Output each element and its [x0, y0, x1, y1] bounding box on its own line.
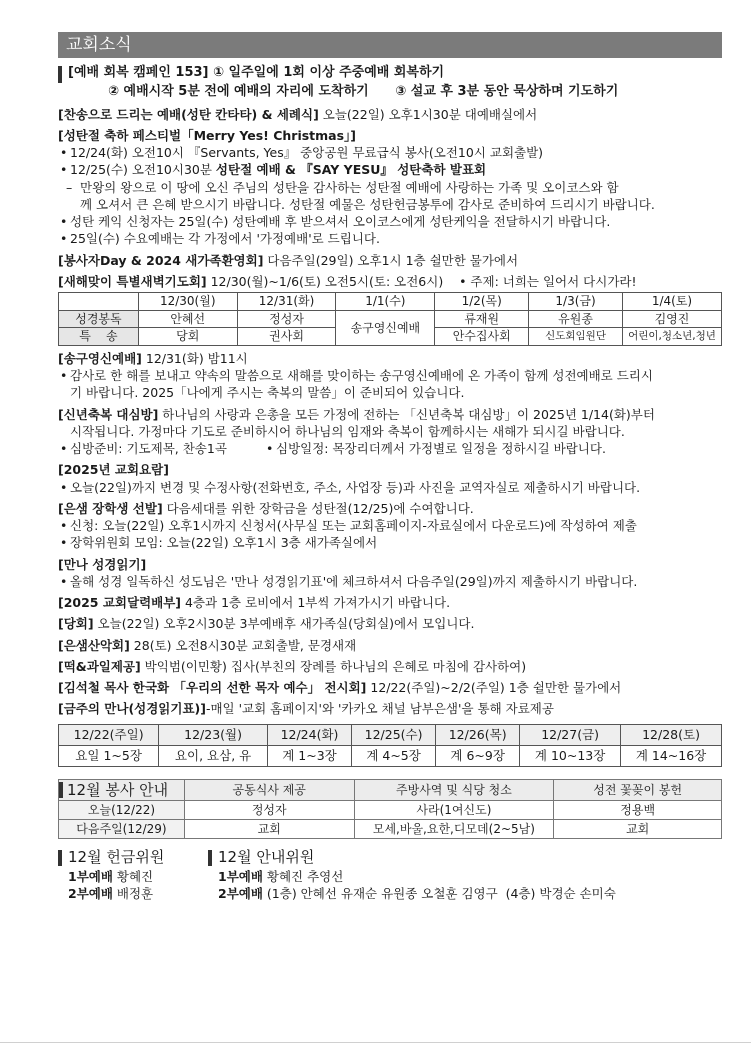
usher-row-1	[208, 868, 616, 885]
prayer-special: 권사회	[237, 328, 336, 346]
reading-passage: 계 4~5장	[352, 745, 436, 766]
session-notice	[58, 615, 722, 632]
service-cell: 모세,바울,요한,디모데(2~5남)	[354, 820, 554, 839]
blessing-bullet-1: • 심방준비: 기도제목, 찬송1곡	[58, 440, 264, 457]
blessing-bullet-2: • 심방일정: 목장리더께서 가정별로 일정을 정하시길 바랍니다.	[264, 440, 606, 457]
service-cell: 교회	[184, 820, 354, 839]
usher-names: (1층) 안혜선 유재순 유원종 오철훈 김영구 (4층) 박경순 손미숙	[262, 886, 616, 902]
campaign-line-2	[68, 83, 722, 102]
weekly-manna	[58, 700, 722, 717]
prayer-special: 안수집사회	[435, 328, 529, 346]
directory-title: [2025년 교회요람]	[58, 462, 169, 478]
exhibit-title: [김석철 목사 한국화 「우리의 선한 목자 예수」 전시회]	[58, 680, 367, 696]
service-title: 12월 봉사 안내	[59, 779, 185, 801]
service-section	[58, 779, 722, 840]
service-header-row	[59, 779, 722, 801]
reading-day: 12/22(주일)	[59, 724, 159, 745]
prayer-special: 어린이,청소년,청년	[622, 328, 721, 346]
prayer-special: 당회	[138, 328, 237, 346]
offering-row-2	[58, 885, 208, 902]
festival-dash-1: – 만왕의 왕으로 이 땅에 오신 주님의 성탄을 감사하는 성탄절 예배에 사랑하는 가족 및 오이코스와 함	[58, 179, 722, 196]
volunteer-text: 다음주일(29일) 오후1시 1층 쉴만한 물가에서	[263, 252, 519, 268]
campaign-item-3: ③ 설교 후 3분 동안 묵상하며 기도하기	[395, 83, 619, 99]
prayer-day: 1/2(목)	[435, 293, 529, 311]
weekly-manna-text: -매일 '교회 홈페이지'와 '카카오 채널 남부은샘'을 통해 자료제공	[205, 701, 554, 717]
reading-day: 12/23(월)	[159, 724, 268, 745]
directory-bullet: • 오늘(22일)까지 변경 및 수정사항(전화번호, 주소, 사업장 등)과 사진을 교역자실로 제출하시기 바랍니다.	[58, 479, 722, 496]
prayer-reader: 유원종	[529, 310, 623, 328]
reading-day: 12/26(목)	[436, 724, 520, 745]
prayer-reader: 정성자	[237, 310, 336, 328]
volunteer-day	[58, 252, 722, 269]
offering-name: 배정훈	[112, 886, 154, 902]
reading-passage: 계 1~3장	[267, 745, 351, 766]
volunteer-title: [봉사자Day & 2024 새가족환영회]	[58, 252, 264, 268]
usher-row-2	[208, 885, 616, 902]
yearend-text: 12/31(화) 밤11시	[141, 350, 248, 366]
calendar-title: [2025 교회달력배부]	[58, 595, 182, 611]
festival-bullet-4: • 25일(수) 수요예배는 각 가정에서 '가정예배'로 드립니다.	[58, 230, 722, 247]
prayer-row-label: 특 송	[59, 328, 139, 346]
offering-row-1	[58, 868, 208, 885]
usher-names: 황혜진 추영선	[262, 868, 344, 884]
service-row	[59, 801, 722, 820]
yearend-bullet-1-cont: 기 바랍니다. 2025「나에게 주시는 축복의 말씀」이 준비되어 있습니다.	[70, 385, 465, 401]
reading-day: 12/27(금)	[520, 724, 621, 745]
hiking-text: 28(토) 오전8시30분 교회출발, 문경새재	[129, 637, 357, 653]
ricecake-notice	[58, 658, 722, 675]
offering-committee	[58, 847, 208, 902]
header-title: 교회소식	[66, 35, 132, 55]
festival-b2-time: 12/25(수) 오전10시30분	[70, 162, 216, 178]
prayer-reader: 류재원	[435, 310, 529, 328]
church-news-page	[58, 32, 722, 902]
prayer-title: [새해맞이 특별새벽기도회]	[58, 273, 207, 289]
scholarship-title: [은샘 장학생 선발]	[58, 500, 163, 516]
festival-bullet-3: • 성탄 케익 신청자는 25일(수) 성탄예배 후 받으셔서 오이코스에게 성탄케익을 전달하시기 바랍니다.	[58, 213, 722, 230]
hiking-notice	[58, 637, 722, 654]
reading-passage: 요일 1~5장	[59, 745, 159, 766]
service-col: 주방사역 및 식당 청소	[354, 779, 554, 801]
festival-bullet-2	[58, 161, 722, 178]
prayer-reader: 안혜선	[138, 310, 237, 328]
prayer-days-row	[59, 293, 722, 311]
reading-days-row	[59, 724, 722, 745]
page-bottom-rule	[0, 1042, 751, 1043]
service-date: 다음주일(12/29)	[59, 820, 185, 839]
service-cell: 정성자	[184, 801, 354, 820]
reading-day: 12/28(토)	[621, 724, 722, 745]
usher-committee	[208, 847, 616, 902]
reading-passage: 계 10~13장	[520, 745, 621, 766]
reading-table	[58, 724, 722, 767]
exhibit-notice	[58, 679, 722, 696]
worship-campaign	[58, 64, 722, 102]
reading-day: 12/25(수)	[352, 724, 436, 745]
reading-passages-row	[59, 745, 722, 766]
session-title: [당회]	[58, 616, 94, 632]
reading-passage: 계 14~16장	[621, 745, 722, 766]
section-header	[58, 32, 722, 58]
offering-label: 1부예배	[68, 868, 113, 884]
ricecake-text: 박익범(이민황) 집사(부친의 장례를 하나님의 은혜로 마침에 감사하여)	[140, 658, 527, 674]
christmas-festival	[58, 127, 722, 248]
prayer-day: 1/1(수)	[336, 293, 435, 311]
usher-label: 2부예배	[218, 886, 263, 902]
prayer-day: 12/30(월)	[138, 293, 237, 311]
campaign-line-1: [예배 회복 캠페인 153] ① 일주일에 1회 이상 주중예배 회복하기	[68, 65, 445, 80]
prayer-day: 1/3(금)	[529, 293, 623, 311]
festival-title: [성탄절 축하 페스티벌「Merry Yes! Christmas」]	[58, 127, 357, 143]
yearend-service	[58, 350, 722, 402]
prayer-reader: 김영진	[622, 310, 721, 328]
festival-b2-event: 성탄절 예배 & 『SAY YESU』 성탄축하 발표회	[215, 162, 487, 178]
manna-reading	[58, 556, 722, 591]
festival-dash-2: 께 오셔서 큰 은혜 받으시기 바랍니다. 성탄절 예물은 성탄헌금봉투에 감사로 준비하여 드리시기 바랍니다.	[80, 196, 655, 212]
prayer-merged-cell: 송구영신예배	[336, 310, 435, 345]
service-col: 성전 꽃꽂이 봉헌	[554, 779, 722, 801]
service-row	[59, 820, 722, 839]
service-date: 오늘(12/22)	[59, 801, 185, 820]
ricecake-title: [떡&과일제공]	[58, 658, 141, 674]
exhibit-text: 12/22(주일)~2/2(주일) 1층 쉴만한 물가에서	[366, 680, 622, 696]
offering-name: 황혜진	[112, 868, 154, 884]
offering-title: 12월 헌금위원	[58, 847, 208, 868]
scholarship-bullet-1: • 신청: 오늘(22일) 오후1시까지 신청서(사무실 또는 교회홈페이지-자료실에서 다운로드)에 작성하여 제출	[58, 517, 722, 534]
blessing-text-2: 시작됩니다. 가정마다 기도로 준비하시어 하나님의 임재와 축복이 함께하시는 새해가 되시길 바랍니다.	[70, 423, 625, 439]
calendar-text: 4층과 1층 로비에서 1부씩 가져가시기 바랍니다.	[181, 595, 451, 611]
service-cell: 교회	[554, 820, 722, 839]
usher-label: 1부예배	[218, 868, 263, 884]
campaign-item-2: ② 예배시작 5분 전에 예배의 자리에 도착하기	[108, 83, 369, 99]
festival-bullet-1: • 12/24(화) 오전10시 『Servants, Yes』 중앙공원 무료급식 봉사(오전10시 교회출발)	[58, 144, 722, 161]
prayer-corner-cell	[59, 293, 139, 311]
committee-section	[58, 847, 722, 902]
scholarship-bullet-2: • 장학위원회 모임: 오늘(22일) 오후1시 3층 새가족실에서	[58, 534, 722, 551]
blessing-title: [신년축복 대심방]	[58, 406, 159, 422]
blessing-text-1: 하나님의 사랑과 은총을 모든 가정에 전하는 「신년축복 대심방」이 2025년 1/14(화)부터	[158, 406, 655, 422]
service-cell: 정용백	[554, 801, 722, 820]
service-table	[58, 779, 722, 840]
newyear-prayer	[58, 273, 722, 346]
prayer-reader-row	[59, 310, 722, 328]
prayer-text: 12/30(월)~1/6(토) 오전5시(토: 오전6시) • 주제: 너희는 일어서 다시가라!	[206, 273, 637, 289]
weekly-manna-title: [금주의 만나(성경읽기표)]	[58, 701, 206, 717]
prayer-day: 12/31(화)	[237, 293, 336, 311]
yearend-title: [송구영신예배]	[58, 350, 142, 366]
prayer-table	[58, 292, 722, 346]
offering-label: 2부예배	[68, 886, 113, 902]
reading-day: 12/24(화)	[267, 724, 351, 745]
manna-title: [만나 성경읽기]	[58, 556, 147, 572]
reading-passage: 계 6~9장	[436, 745, 520, 766]
yearend-bullet-1: • 감사로 한 해를 보내고 약속의 말씀으로 새해를 맞이하는 송구영신예배에 온 가족이 함께 성전예배로 드리시	[58, 367, 722, 384]
prayer-row-label: 성경봉독	[59, 310, 139, 328]
scholarship-text: 다음세대를 위한 장학금을 성탄절(12/25)에 수여합니다.	[162, 500, 474, 516]
scholarship	[58, 500, 722, 552]
newyear-visitation	[58, 406, 722, 458]
service-cell: 사라(1여신도)	[354, 801, 554, 820]
prayer-special: 신도회임원단	[529, 328, 623, 346]
calendar-notice	[58, 594, 722, 611]
service-col: 공동식사 제공	[184, 779, 354, 801]
church-directory	[58, 461, 722, 496]
hiking-title: [은샘산악회]	[58, 637, 130, 653]
cantata-text: 오늘(22일) 오후1시30분 대예배실에서	[318, 106, 538, 122]
reading-passage: 요이, 요삼, 유	[159, 745, 268, 766]
manna-bullet: • 올해 성경 일독하신 성도님은 '만나 성경읽기표'에 체크하셔서 다음주일(29일)까지 제출하시기 바랍니다.	[58, 573, 722, 590]
cantata-title: [찬송으로 드리는 예배(성탄 칸타타) & 세례식]	[58, 106, 319, 122]
usher-title: 12월 안내위원	[208, 847, 616, 868]
cantata-notice	[58, 106, 722, 123]
session-text: 오늘(22일) 오후2시30분 3부예배후 새가족실(당회실)에서 모입니다.	[93, 616, 475, 632]
prayer-day: 1/4(토)	[622, 293, 721, 311]
